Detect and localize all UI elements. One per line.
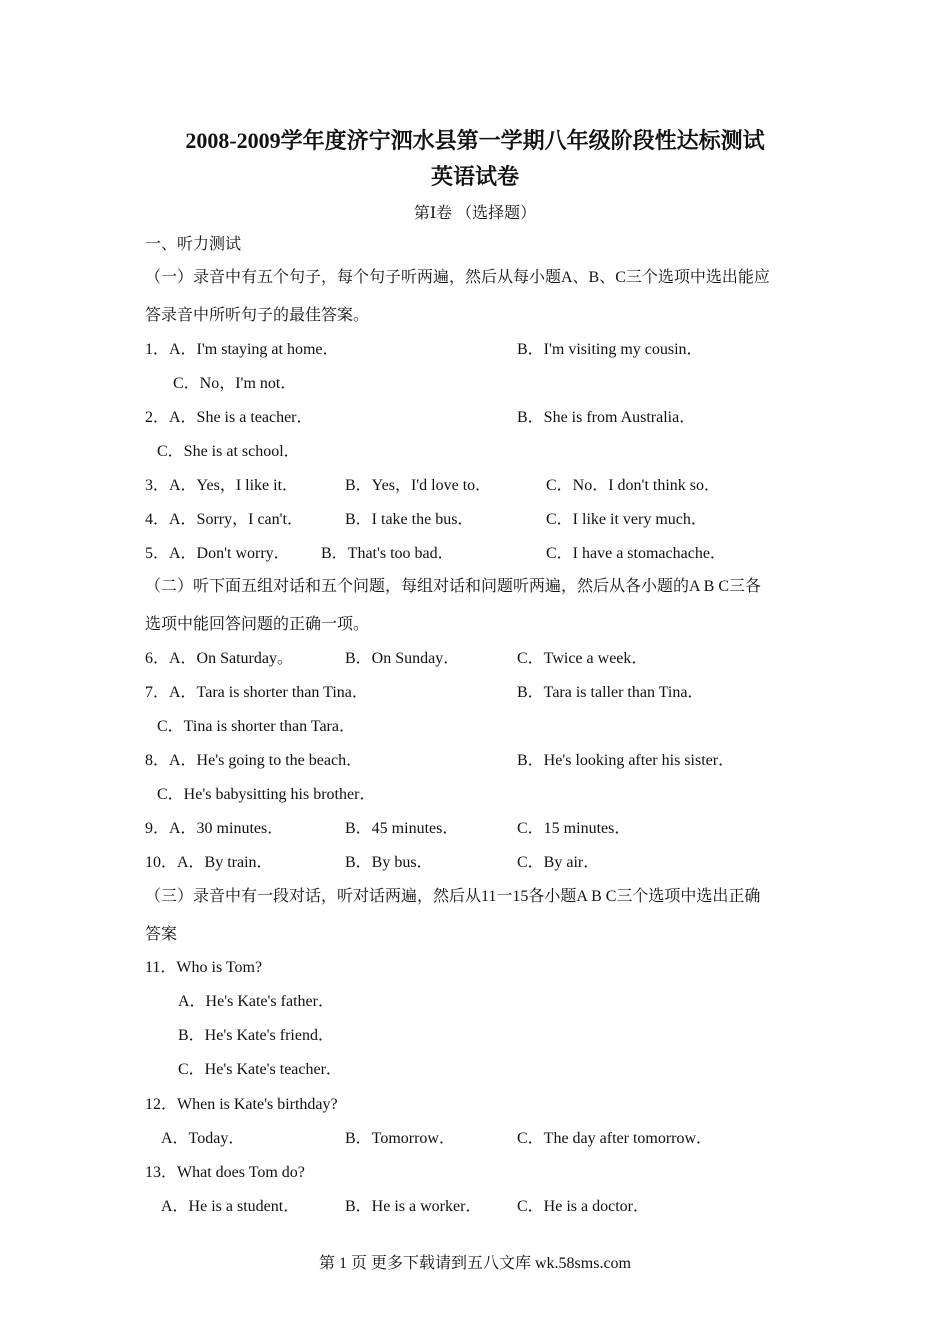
q4-option-b: B．I take the bus． xyxy=(345,511,474,528)
q8-option-b: B．He's looking after his sister． xyxy=(517,752,735,769)
q4-option-c: C．I like it very much． xyxy=(546,511,707,528)
q10-option-a: 10．A．By train． xyxy=(145,854,273,871)
q13-option-c: C．He is a doctor． xyxy=(517,1198,649,1215)
q7-option-b: B．Tara is taller than Tina． xyxy=(517,684,704,701)
q5-option-a: 5．A．Don't worry． xyxy=(145,545,290,562)
part3-instructions-cont: 答案 xyxy=(145,926,178,943)
q4-option-a: 4．A．Sorry，I can't． xyxy=(145,511,303,528)
part2-instructions: （二）听下面五组对话和五个问题，每组对话和问题听两遍，然后从各小题的A B C三各 xyxy=(145,578,762,595)
q11-option-b: B．He's Kate's friend． xyxy=(178,1027,334,1044)
q3-option-a: 3．A．Yes，I like it． xyxy=(145,477,299,494)
page-title-subject: 英语试卷 xyxy=(430,164,519,189)
q11-question: 11．Who is Tom? xyxy=(145,959,263,976)
page-title: 2008-2009学年度济宁泗水县第一学期八年级阶段性达标测试 xyxy=(185,128,765,153)
q1-option-b: B．I'm visiting my cousin． xyxy=(517,341,703,358)
q6-option-b: B．On Sunday． xyxy=(345,650,460,667)
volume-heading: 第Ⅰ卷 （选择题） xyxy=(413,205,537,222)
q12-option-a: A．Today． xyxy=(161,1130,245,1147)
q12-question: 12．When is Kate's birthday? xyxy=(145,1096,338,1113)
q6-option-a: 6．A．On Saturday。 xyxy=(145,650,293,667)
part1-instructions: （一）录音中有五个句子，每个句子听两遍，然后从每小题A、B、C三个选项中选出能应 xyxy=(145,269,770,286)
q3-option-b: B．Yes，I'd love to． xyxy=(345,477,492,494)
q10-option-b: B．By bus． xyxy=(345,854,433,871)
q1-option-c: C．No，I'm not． xyxy=(173,375,297,392)
q13-question: 13．What does Tom do? xyxy=(145,1164,305,1181)
part3-instructions: （三）录音中有一段对话，听对话两遍，然后从11一15各小题A B C三个选项中选出正确 xyxy=(145,888,761,905)
q9-option-c: C．15 minutes． xyxy=(517,820,631,837)
q9-option-a: 9．A．30 minutes． xyxy=(145,820,284,837)
q2-option-a: 2．A．She is a teacher． xyxy=(145,409,313,426)
q11-option-a: A．He's Kate's father． xyxy=(178,993,334,1010)
q3-option-c: C．No．I don't think so． xyxy=(546,477,721,494)
part2-instructions-cont: 选项中能回答问题的正确一项。 xyxy=(145,616,370,633)
q8-option-a: 8．A．He's going to the beach． xyxy=(145,752,363,769)
q5-option-c: C．I have a stomachache． xyxy=(546,545,726,562)
q11-option-c: C．He's Kate's teacher． xyxy=(178,1061,342,1078)
q7-option-a: 7．A．Tara is shorter than Tina． xyxy=(145,684,368,701)
q5-option-b: B．That's too bad． xyxy=(321,545,454,562)
part1-instructions-cont: 答录音中所听句子的最佳答案。 xyxy=(145,307,370,324)
page-footer: 第 1 页 更多下载请到五八文库 wk.58sms.com xyxy=(318,1255,631,1272)
q7-option-c: C．Tina is shorter than Tara． xyxy=(157,718,355,735)
q9-option-b: B．45 minutes． xyxy=(345,820,459,837)
q10-option-c: C．By air． xyxy=(517,854,600,871)
section-heading: 一、听力测试 xyxy=(145,236,242,253)
q8-option-c: C．He's babysitting his brother． xyxy=(157,786,376,803)
q1-option-a: 1．A．I'm staying at home． xyxy=(145,341,339,358)
q2-option-c: C．She is at school． xyxy=(157,443,300,460)
q6-option-c: C．Twice a week． xyxy=(517,650,648,667)
q13-option-a: A．He is a student． xyxy=(161,1198,300,1215)
q2-option-b: B．She is from Australia． xyxy=(517,409,696,426)
q12-option-b: B．Tomorrow． xyxy=(345,1130,455,1147)
q13-option-b: B．He is a worker． xyxy=(345,1198,482,1215)
q12-option-c: C．The day after tomorrow． xyxy=(517,1130,713,1147)
